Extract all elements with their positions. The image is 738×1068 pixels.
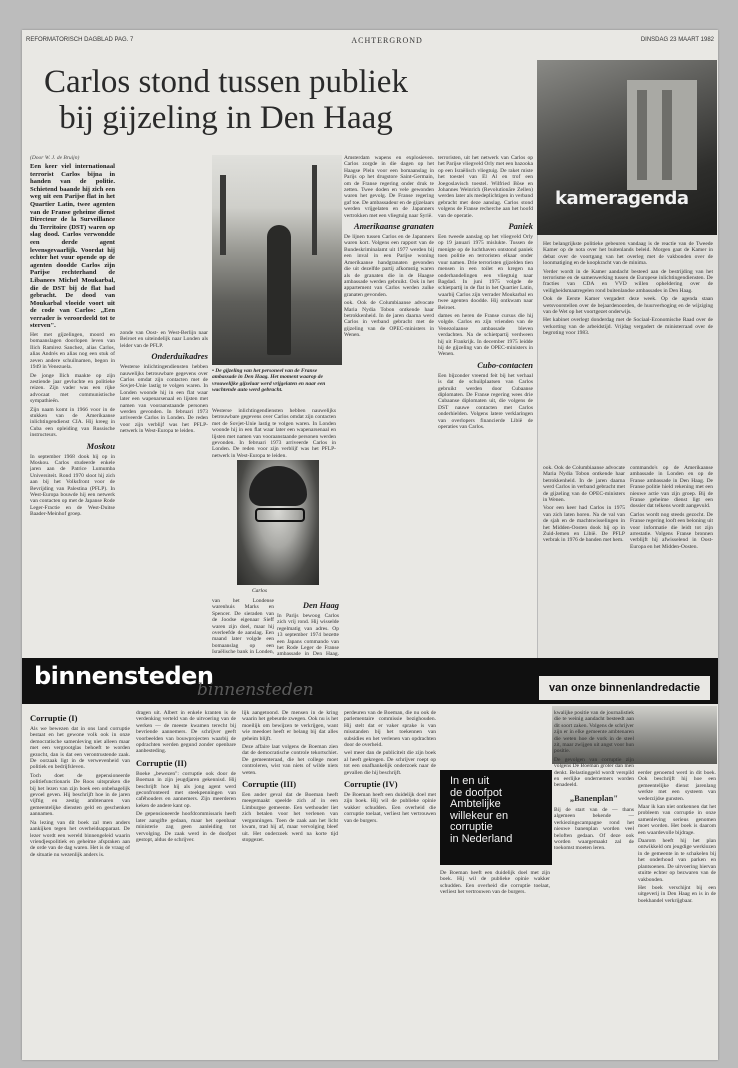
paragraph: Een bijzonder vreemd feit bij het verhaal is dat de schuilplaatsen van Carlos gebruikt werden door Cubaanse diplomaten. De Franse regering wees drie Cubaanse diplomaten uit, die volgens de DST nauwe contacten met Carlos onderhielden. Volgens latere verklaringen van overlopers financierde Libië de operaties van Carlos. <box>438 372 533 431</box>
ad-line: In en uit <box>450 775 490 787</box>
article-column-3-bottom <box>212 598 274 656</box>
folio <box>26 34 714 46</box>
paragraph: In Parijs bewoog Carlos zich vrij rond. Hij wisselde regelmatig van adres. Op 13 september 1974 bezette een Japans commando van het Rode Leger de Franse ambassade in Den Haag. <box>277 613 339 656</box>
paragraph: Westerse inlichtingendiensten hebben nauwelijks betrouwbare gegevens over Carlos omdat zijn contacten met de Sovjet-Unie lastig te volgen waren. In Londen woonde hij in een flat waar later een wapenarsenaal en lijsten met namen van vooraanstaande personen werden gevonden. In februari 1973 arriveerde Carlos in Londen. De reden voor zijn verblijf was het PFLP-netwerk in West-Europa te leiden. <box>212 408 336 458</box>
tree-trunk <box>220 175 226 255</box>
paragraph: Zijn naam komt in 1966 voor in de stukken van de Amerikaanse inlichtingendienst CIA. Hij kreeg in Cuba een opleiding van Russische instructeurs. <box>30 406 115 439</box>
paragraph: dames en heren de Franse cursus die hij volgde. Carlos en zijn vrienden van de Venezolaanse ambassade bleven verdachten. Na de schietpartij verdween hij uit Frankrijk. In december 1975 leidde hij de gijzeling van de OPEC-ministers in Wenen. <box>438 312 533 358</box>
paragraph: Bij de start van de — thans algemeen bekende — verkiezingscampagne rond het nieuwe banenplan worden veel beloften gedaan. Of deze ook worden waargemaakt zal de toekomst moeten leren. <box>554 806 634 852</box>
paragraph: Westerse inlichtingendiensten hebben nauwelijks betrouwbare gegevens over Carlos omdat zijn contacten met de Sovjet-Unie lastig te volgen waren. In Londen woonde hij in een flat waar later een wapenarsenaal en lijsten met namen van vooraanstaande personen werden gevonden. In februari 1973 arriveerde Carlos in Londen. De reden voor zijn verblijf was het PFLP-netwerk in West-Europa te leiden. <box>120 364 208 435</box>
paragraph: De gepensioneerde hoofdcommissaris heeft later aangifte gedaan, maar het openbaar ministerie zag geen aanleiding tot vervolging. De zaak werd in de doofpot gestopt, aldus de schrijver. <box>136 811 236 843</box>
bottom-column-4 <box>344 710 436 1055</box>
heading-corruptie-2: Corruptie (II) <box>136 757 187 768</box>
paragraph: De Boeman heeft een duidelijk doel met zijn boek. Hij wil de publieke opinie wakker schudden. Een overheid die corruptie toelaat, verliest het vertrouwen van de burgers. <box>440 870 550 896</box>
paragraph: Ook de Eerste Kamer vergadert deze week. Op de agenda staan wetsvoorstellen over de bejaardenoorden, de huurverhoging en de wijziging van de Wet op het voortgezet onderwijs. <box>543 296 713 316</box>
subheading-onderduikadres: Onderduikadres <box>151 351 208 362</box>
bottom-column-4b <box>440 870 550 1055</box>
paragraph: Maar ik kan niet ontkennen dat het probleem van corruptie in onze samenleving serieus genomen moet worden. Het boek is daarom een waardevolle bijdrage. <box>638 804 716 836</box>
article-column-7 <box>543 465 625 655</box>
banner-ghost-title: binnensteden <box>197 680 314 700</box>
bottom-column-1 <box>30 710 130 1055</box>
paragraph: Een ander geval dat de Boeman heeft meegemaakt speelde zich af in een Limburgse gemeente. Een wethouder liet zich betalen voor het verlenen van vergunningen. Toen de zaak aan het licht kwam, trad hij af, maar vervolging bleef uit. Het onderzoek werd na korte tijd stopgezet. <box>242 792 338 843</box>
column <box>637 90 647 180</box>
article-column-4 <box>344 155 434 655</box>
ad-line: willekeur en <box>450 809 509 822</box>
ad-line: in Nederland <box>450 832 513 845</box>
paragraph: Toch doet de gepensioneerde politiefunctionaris De Roos uitspraken die bij het lezen van zijn boek een onbehagelijk gevoel geven. Hij beschrijft hoe in de jaren vijftig en zestig ambtenaren van gemeentelijke diensten geld en geschenken aannamen. <box>30 772 130 818</box>
paragraph: perdeuren van de Boeman, die nu ook de parlementaire commissie bezighouden. Hij stelt dat er vaker sprake is van misstanden bij het toekennen van subsidies en het verlenen van opdrachten door de overheid. <box>344 710 436 749</box>
article-column-1 <box>30 163 115 655</box>
paragraph: Voor een keer had Carlos in 1975 van zich laten horen. Na de val van de sjah en de machtswisselingen in het Midden-Oosten dook hij op in Zuid-Jemen en Libië. De PFLP verbrak in 1976 de banden met hem. <box>543 505 625 544</box>
portrait-glasses <box>255 508 305 522</box>
paragraph: lijk aangetoond. De mensen in de kring waarin het gebeurde zwegen. Ook nu is het moeilijk om bewijzen te verkrijgen, want wie meedoet heeft er belang bij dat alles geheim blijft. <box>242 710 338 742</box>
bottom-column-5 <box>554 710 634 1055</box>
paragraph: De jonge Ilich maakte op zijn zestiende jaar gevluchte en politieke reizen. Zijn vader was een rijke advocaat met communistische sympathieën. <box>30 372 115 405</box>
banner-subtitle: van onze binnenlandredactie <box>539 676 710 700</box>
bottom-column-6 <box>638 770 716 1055</box>
article-column-3b-bottom <box>277 598 339 656</box>
paragraph: In september 1968 dook hij op in Moskou. Carlos studeerde enkele jaren aan de Patrice Lumumba Universiteit. Rond 1970 sloot hij zich aan bij het Volksfront voor de Bevrijding van Palestina (PFLP). In West-Europa bouwde hij een netwerk van contacten op met de Japanse Rode Leger-Fractie en de West-Duitse Baader-Meinhof groep. <box>30 453 115 518</box>
subheading-moskou: Moskou <box>86 440 115 451</box>
kameragenda-box <box>537 235 718 665</box>
banner-title: binnensteden <box>34 662 214 690</box>
paragraph: De gevolgen van corruptie zijn volgens De Boeman groter dan men denkt. Belastinggeld wordt verspild en eerlijke ondernemers worden benadeeld. <box>554 756 634 789</box>
paragraph: De Boeman heeft een duidelijk doel met zijn boek. Hij wil de publieke opinie wakker schudden. Een overheid die corruptie toelaat, verliest het vertrouwen van de burgers. <box>344 792 436 824</box>
paragraph: Daarom heeft hij het plan ontwikkeld om jeugdige werklozen in de gemeente in te schakelen bij het onderhoud van parken en plantsoenen. De uitvoering hiervan stuitte echter op bezwaren van de vakbonden. <box>638 838 716 883</box>
folio-date: DINSDAG 23 MAART 1982 <box>640 37 714 43</box>
paragraph: commando's op de Amerikaanse ambassade in Londen en op de Franse ambassade in Den Haag. De Franse politie hield rekening met een nieuwe actie van zijn groep. Bij de Franse geheime dienst ligt een dossier dat telkens wordt aangevuld. <box>630 465 713 510</box>
paragraph: Carlos wordt nog steeds gezocht. De Franse regering looft een beloning uit voor informatie die leidt tot zijn arrestatie. Volgens Franse bronnen verblijft hij afwisselend in Oost-Europa en het Midden-Oosten. <box>630 511 713 550</box>
column <box>662 90 672 180</box>
headline <box>30 64 422 136</box>
headline-line-2: bij gijzeling in Den Haag <box>59 100 393 136</box>
carlos-portrait <box>237 460 319 585</box>
heading-corruptie-3: Corruptie (III) <box>242 779 297 790</box>
ad-line: de doofpot <box>450 786 502 799</box>
bottom-column-2 <box>136 710 236 1055</box>
kameragenda-label: kameragenda <box>555 188 689 209</box>
kamer-photo <box>537 60 717 235</box>
portrait-caption: Carlos <box>252 588 267 594</box>
paragraph: Het kabinet overlegt donderdag met de Sociaal-Economische Raad over de verkorting van de arbeidstijd. Vrijdag vergadert de ministerraad over de begroting voor 1983. <box>543 317 713 337</box>
paragraph: Het boek verschijnt bij een uitgeverij in Den Haag en is in de boekhandel verkrijgbaar. <box>638 884 716 904</box>
headline-line-1: Carlos stond tussen publiek <box>44 64 408 100</box>
book-advert <box>440 770 552 865</box>
paragraph: kwalijke positie van de journalistiek die te weinig aandacht besteedt aan dit soort zaken. Volgens de schrijver zijn er in elke gemeente ambtenaren die weten hoe de vork in de steel zit, maar zwijgen uit angst voor hun positie. <box>554 710 634 755</box>
folio-left: REFORMATORISCH DAGBLAD PAG. 7 <box>26 37 134 43</box>
kameragenda-text <box>543 241 713 441</box>
subheading-amerikaanse-granaten: Amerikaanse granaten <box>353 221 434 232</box>
paragraph: De lijnen tussen Carlos en de Japanners waren kort. Volgens een rapport van de Bundeskriminalamt uit 1977 werden bij een inval in een Parijse woning Amerikaanse handgranaten gevonden die uit dezelfde partij afkomstig waren als de granaten die in de Haagse ambassade werden gebruikt. Ook in het appartement van Carlos werden zulke granaten gevonden. <box>344 234 434 298</box>
article-column-5 <box>438 155 533 655</box>
paragraph: Amsterdam wapens en explosieven. Carlos zorgde in die dagen op het Haagse Plein voor een bomaanslag in Parijs op het drugstore Saint-Germain, om de Franse regering onder druk te zetten. Twee doden en vele gewonden waren het gevolg. De Franse regering gaf toe. De ambassadeur en de gijzelaars werden vrijgelaten en de Japanners vertrokken met een vliegtuig naar Syrië. <box>344 155 434 219</box>
paragraph: dragen uit. Albert in enkele kranten is de verdenking verteld van de uitvoering van de werken — de meeste kwamen terecht bij bevriende aannemers. De schrijver geeft voorbeelden van bouwprojecten waarbij de opdrachten werden gegund zonder openbare aanbesteding. <box>136 710 236 755</box>
article-column-3-top <box>212 408 336 458</box>
article-column-2 <box>120 163 208 655</box>
section-label: ACHTERGROND <box>351 35 423 45</box>
article-column-8 <box>630 465 713 655</box>
subheading-cubo-contacten: Cubo-contacten <box>477 359 533 370</box>
paragraph: wel meer dan de publiciteit die zijn boek al heeft gekregen. De schrijver roept op tot een onafhankelijk onderzoek naar de gevallen die hij beschrijft. <box>344 750 436 776</box>
gijzeling-photo <box>212 155 342 365</box>
portrait-hair <box>249 466 307 506</box>
paragraph: Verder wordt in de Kamer aandacht besteed aan de bestrijding van het terrorisme en de samenwerking tussen de Europese inlichtingendiensten. De fracties van CDA en VVD willen opheldering over de veiligheidsmaatregelen rond buitenlandse ambassades in Den Haag. <box>543 268 713 294</box>
heading-banenplan: „Banenplan" <box>569 792 619 803</box>
byline: (Door W. J. de Bruijn) <box>30 155 80 161</box>
ad-line: corruptie <box>450 821 493 833</box>
lead-paragraph: Een keer viel internationaal terrorist Carlos bijna in handen van de politie. Schietend baande hij zich een weg uit een Parijse flat in het Quartier Latin, twee agenten van de Franse geheime dienst Directeur de la Surveillance du Territoire (DST) waren op slag dood. Carlos verwondde een derde agent levensgevaarlijk. Voordat hij echter het vuur opende op de agenten doodde Carlos zijn Parijse rechterhand de Libanees Michel Moukarbal, die de DST bij de flat had gebracht. De dood van Moukarbal vloeide voort uit de code van Carlos: „Een verrader is veroordeeld tot te sterven". <box>30 163 115 330</box>
paragraph: terroristen, uit het netwerk van Carlos op het Parijse vliegveld Orly met een bazooka op een Israëlisch vliegtuig. De raket miste het toestel van El Al en trof een Joegoslavisch toestel. Wilfried Böse en Johannes Weinrich (Revolutionäre Zellen) werden later als medeplichtigen in verband gebracht met deze aanslag. Carlos stond volgens de Franse recherche aan het hoofd van de operatie. <box>438 155 533 219</box>
paragraph: zonde van Oost- en West-Berlijn naar Beiroet en uiteindelijk naar Londen als leider van de PFLP. <box>120 330 208 349</box>
figure-silhouette <box>267 225 291 355</box>
subheading-paniek: Paniek <box>508 221 533 232</box>
paragraph: ook. Ook de Columbiaanse advocate Maria Nydia Tobon ontkende haar betrokkenheid. In de jaren daarna werd Carlos in verband gebracht met de gijzeling van de OPEC-ministers in Wenen. <box>543 465 625 504</box>
tree-trunk <box>312 165 317 255</box>
photo-caption: • De gijzeling van het personeel van de Franse ambassade in Den Haag. Het moment waarop de vrouwelijke gijzelaar werd vrijgelaten en naar een wachtende auto werd gebracht. <box>212 368 326 394</box>
paragraph: Als we bewezen dat in ons land corruptie bestaat en het gewone volk ook in onze democratische samenleving niet alleen maar met een vergrootglas behoeft te worden gezocht, dan is dat een verontrustende zaak. De oorzaak ligt in de verwevenheid van politiek en bedrijfsleven. <box>30 726 130 771</box>
paragraph: Deze affaire laat volgens de Boeman zien dat de democratische controle tekortschiet. De gemeenteraad, die het college moet controleren, wist van niets of wilde niets weten. <box>242 744 338 776</box>
paragraph: van het Londense warenhuis Marks en Spencer. De sieraden van de Joodse eigenaar Sieff waren zijn doel, maar hij overleefde de aanslag. Een maand later volgde een bomaanslag op een Israëlische bank in Londen, <box>212 598 274 656</box>
paragraph: Boeke „bewezen": corruptie ook door de Boeman in zijn jeugdjaren gekennisd. Hij beschrijft hoe hij als jong agent werd geconfronteerd met steekpenningen van caféhouders en aannemers. Zijn meerderen keken de andere kant op. <box>136 770 236 809</box>
heading-corruptie-4: Corruptie (IV) <box>344 779 398 790</box>
paragraph: Na lezing van dit boek zal men anders aankijken tegen het overheidsapparaat. De lezer wordt een wereld binnengeleid waarin vriendjespolitiek en geheime afspraken aan de orde van de dag waren. Het is de vraag of de situatie nu wezenlijk anders is. <box>30 819 130 858</box>
paragraph: Het met gijzelingen, moord en bomaanslagen doorlopen leven van Ilich Ramirez Sanchez, alias Carlos, alias Andrés en alias nog een stuk of zeven andere schuilnamen, begon in 1949 in Venezuela. <box>30 332 115 371</box>
paragraph: Een tweede aanslag op het vliegveld Orly op 19 januari 1975 mislukte. Tussen de menigte op de luchthaven ontstond paniek toen politie en terroristen elkaar onder vuur namen. Drie terroristen gijzelden tien mensen in een toilet en kregen na onderhandelingen een vliegtuig naar Bagdad. In juni 1975 volgde de schietpartij in de flat in het Quartier Latin, waarbij Carlos zijn verrader Moukarbal en twee agenten doodde. Hij ontkwam naar Beiroet. <box>438 234 533 311</box>
paragraph: eerder genoemd werd in dit boek. Ook beschrijft hij hoe een gemeentelijke dienst jarenlang werkte met een systeem van wederzijdse gunsten. <box>638 770 716 802</box>
newspaper-page <box>22 30 718 1060</box>
binnensteden-banner <box>22 658 718 704</box>
paragraph: ook. Ook de Columbiaanse advocate Maria Nydia Tobon ontkende haar betrokkenheid. In de jaren daarna werd Carlos in verband gebracht met de gijzeling van de OPEC-ministers in Wenen. <box>344 300 434 339</box>
ad-line: Ambtelijke <box>450 798 501 810</box>
paragraph: Het belangrijkste politieke gebeuren vandaag is de reactie van de Tweede Kamer op de nota over het buitenlands beleid. Morgen gaat de Kamer in debat over de voortgang van het overleg met de vakbonden over de loonmatiging en de koopkracht van de minima. <box>543 241 713 267</box>
heading-corruptie-1: Corruptie (I) <box>30 713 78 723</box>
bottom-column-3 <box>242 710 338 1055</box>
subheading-den-haag: Den Haag <box>302 600 339 610</box>
